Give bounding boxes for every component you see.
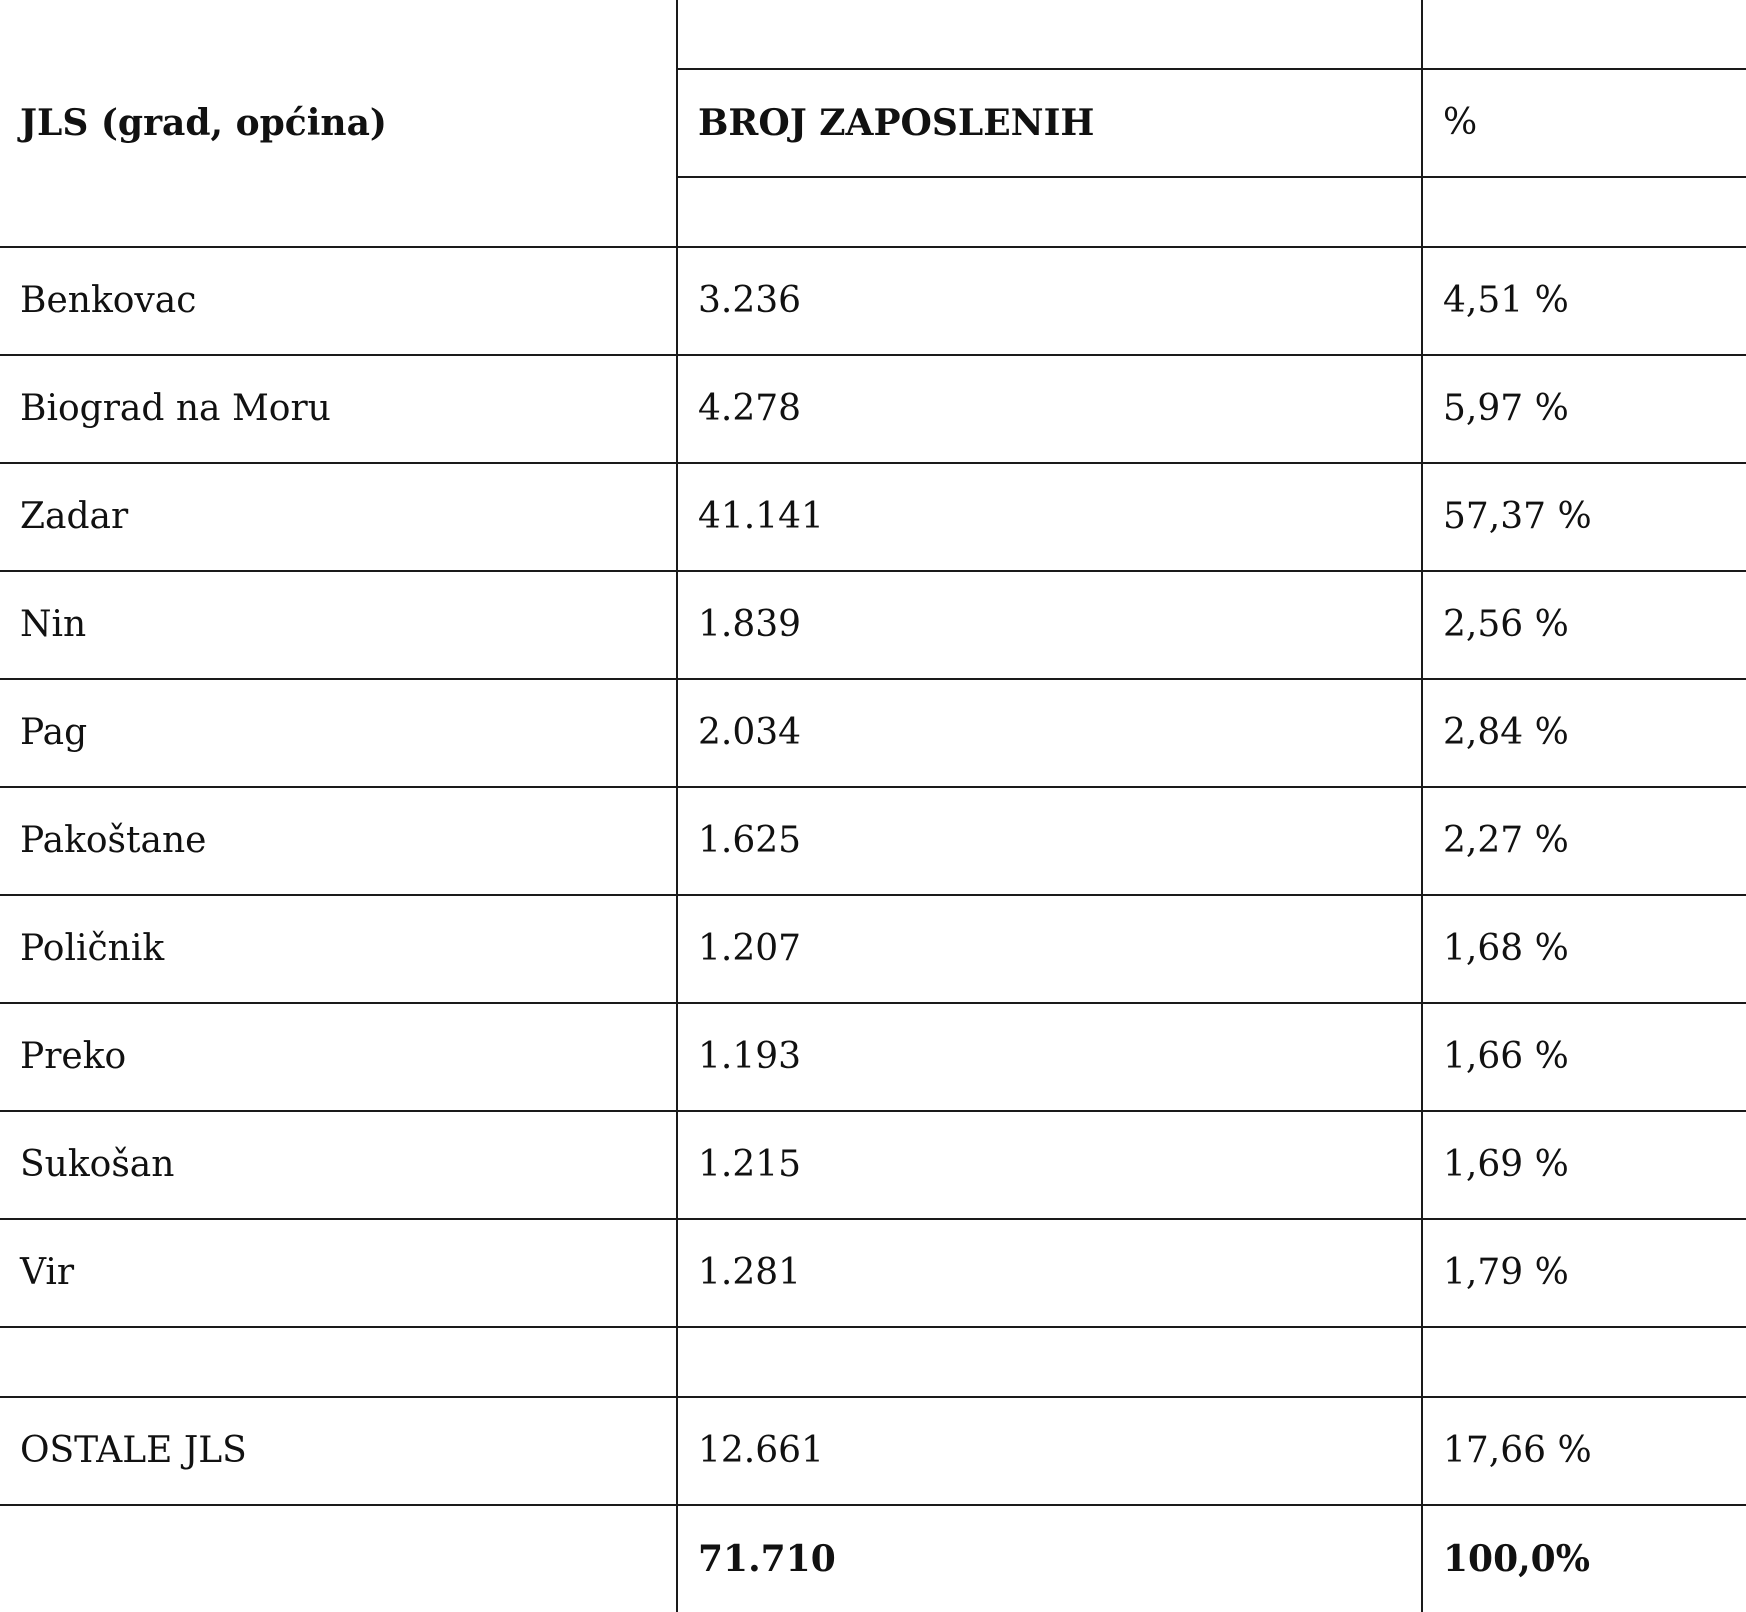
- jls-name: OSTALE JLS: [0, 1397, 677, 1505]
- employee-percent: 1,66 %: [1422, 1003, 1746, 1111]
- employee-count: 1.281: [677, 1219, 1422, 1327]
- header-percent: %: [1422, 69, 1746, 177]
- table-row: [0, 463, 1746, 571]
- spacer-row: [0, 1327, 1746, 1397]
- employee-count: 1.215: [677, 1111, 1422, 1219]
- spacer-cell: [1422, 1327, 1746, 1397]
- table-row: [0, 247, 1746, 355]
- jls-name: Pakoštane: [0, 787, 677, 895]
- employee-percent: 1,68 %: [1422, 895, 1746, 1003]
- jls-name: Poličnik: [0, 895, 677, 1003]
- total-label: [0, 1505, 677, 1612]
- employee-percent: 1,69 %: [1422, 1111, 1746, 1219]
- employee-percent: 17,66 %: [1422, 1397, 1746, 1505]
- employee-percent: 2,27 %: [1422, 787, 1746, 895]
- employee-count: 4.278: [677, 355, 1422, 463]
- table-row-total: [0, 1505, 1746, 1612]
- total-employee-count: 71.710: [677, 1505, 1422, 1612]
- employee-percent: 2,56 %: [1422, 571, 1746, 679]
- header-spacer-cell: [677, 0, 1422, 69]
- employee-percent: 1,79 %: [1422, 1219, 1746, 1327]
- spacer-cell: [677, 1327, 1422, 1397]
- spacer-cell: [0, 1327, 677, 1397]
- jls-name: Sukošan: [0, 1111, 677, 1219]
- employee-count: 2.034: [677, 679, 1422, 787]
- employee-count: 3.236: [677, 247, 1422, 355]
- jls-name: Zadar: [0, 463, 677, 571]
- table-row: [0, 1003, 1746, 1111]
- table-row: [0, 895, 1746, 1003]
- header-jls: JLS (grad, općina): [0, 0, 677, 247]
- header-row-top: [0, 0, 1746, 69]
- table-row: [0, 787, 1746, 895]
- jls-name: Preko: [0, 1003, 677, 1111]
- employee-percent: 5,97 %: [1422, 355, 1746, 463]
- jls-name: Vir: [0, 1219, 677, 1327]
- employee-count: 41.141: [677, 463, 1422, 571]
- header-broj-zaposlenih: BROJ ZAPOSLENIH: [677, 69, 1422, 177]
- header-spacer-cell: [1422, 177, 1746, 247]
- table-row: [0, 1219, 1746, 1327]
- employee-count: 12.661: [677, 1397, 1422, 1505]
- employee-count: 1.839: [677, 571, 1422, 679]
- jls-name: Pag: [0, 679, 677, 787]
- jls-name: Biograd na Moru: [0, 355, 677, 463]
- jls-name: Benkovac: [0, 247, 677, 355]
- table-row: [0, 355, 1746, 463]
- header-spacer-cell: [677, 177, 1422, 247]
- table-row-other: [0, 1397, 1746, 1505]
- table-row: [0, 1111, 1746, 1219]
- employee-count: 1.625: [677, 787, 1422, 895]
- table-row: [0, 571, 1746, 679]
- table-row: [0, 679, 1746, 787]
- employee-percent: 4,51 %: [1422, 247, 1746, 355]
- employee-count: 1.207: [677, 895, 1422, 1003]
- header-spacer-cell: [1422, 0, 1746, 69]
- employee-percent: 57,37 %: [1422, 463, 1746, 571]
- total-percent: 100,0%: [1422, 1505, 1746, 1612]
- jls-name: Nin: [0, 571, 677, 679]
- employee-count: 1.193: [677, 1003, 1422, 1111]
- employee-percent: 2,84 %: [1422, 679, 1746, 787]
